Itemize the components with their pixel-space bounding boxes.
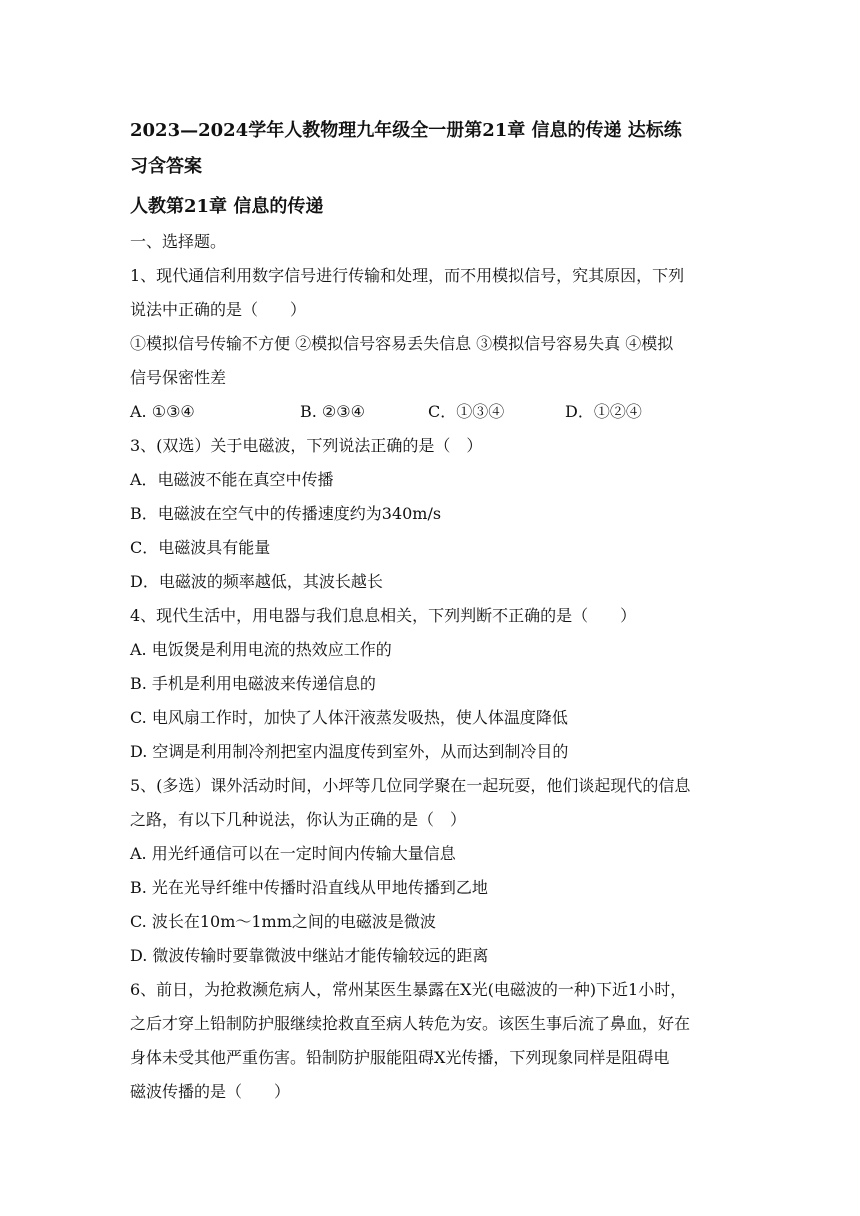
question-4 xyxy=(130,599,735,769)
question-1-stem-line-2: 说法中正确的是（ ） xyxy=(130,300,307,319)
chapter-subtitle: 人教第21章 信息的传递 xyxy=(130,196,324,217)
question-1-option-d: D．①②④ xyxy=(565,402,642,421)
question-3-option-a: A．电磁波不能在真空中传播 xyxy=(130,470,334,489)
document-content xyxy=(130,113,735,1109)
question-6-line-1: 6、前日，为抢救濒危病人，常州某医生暴露在X光(电磁波的一种)下近1小时， xyxy=(130,980,687,999)
question-5-option-d: D. 微波传输时要靠微波中继站才能传输较远的距离 xyxy=(130,946,489,965)
question-5-option-b: B. 光在光导纤维中传播时沿直线从甲地传播到乙地 xyxy=(130,878,488,897)
question-5-stem-line-1: 5、(多选）课外活动时间，小坪等几位同学聚在一起玩耍，他们谈起现代的信息 xyxy=(130,776,691,795)
question-5-option-a: A. 用光纤通信可以在一定时间内传输大量信息 xyxy=(130,844,456,863)
question-1-list-line-2: 信号保密性差 xyxy=(130,368,227,387)
question-5-stem-line-2: 之路，有以下几种说法，你认为正确的是（ ） xyxy=(130,810,467,829)
question-5 xyxy=(130,769,735,973)
section-heading: 一、选择题。 xyxy=(130,232,227,251)
question-4-option-a: A. 电饭煲是利用电流的热效应工作的 xyxy=(130,640,392,659)
question-6-line-2: 之后才穿上铅制防护服继续抢救直至病人转危为安。该医生事后流了鼻血，好在 xyxy=(130,1014,691,1033)
question-3-option-d: D．电磁波的频率越低，其波长越长 xyxy=(130,572,383,591)
question-1-list-line-1: ①模拟信号传输不方便 ②模拟信号容易丢失信息 ③模拟信号容易失真 ④模拟 xyxy=(130,334,674,353)
question-3 xyxy=(130,429,735,599)
question-6-line-4: 磁波传播的是（ ） xyxy=(130,1082,291,1101)
question-1-option-c: C．①③④ xyxy=(428,402,505,421)
question-6 xyxy=(130,973,735,1109)
question-4-option-d: D. 空调是利用制冷剂把室内温度传到室外，从而达到制冷目的 xyxy=(130,742,569,761)
question-3-option-c: C．电磁波具有能量 xyxy=(130,538,271,557)
document-title-line-2: 习含答案 xyxy=(130,156,202,177)
question-1-options xyxy=(130,395,735,429)
document-title-line-1: 2023—2024学年人教物理九年级全一册第21章 信息的传递 达标练 xyxy=(130,120,682,141)
question-6-line-3: 身体未受其他严重伤害。铅制防护服能阻碍X光传播，下列现象同样是阻碍电 xyxy=(130,1048,670,1067)
question-1 xyxy=(130,259,735,429)
question-5-option-c: C. 波长在10m～1mm之间的电磁波是微波 xyxy=(130,912,436,931)
question-1-option-a: A. ①③④ xyxy=(130,402,195,421)
question-4-stem: 4、现代生活中，用电器与我们息息相关，下列判断不正确的是（ ） xyxy=(130,606,637,625)
question-4-option-c: C. 电风扇工作时，加快了人体汗液蒸发吸热，使人体温度降低 xyxy=(130,708,568,727)
question-4-option-b: B. 手机是利用电磁波来传递信息的 xyxy=(130,674,376,693)
question-3-option-b: B．电磁波在空气中的传播速度约为340m/s xyxy=(130,504,442,523)
question-1-option-b: B. ②③④ xyxy=(300,402,365,421)
question-3-stem: 3、(双选）关于电磁波，下列说法正确的是（ ） xyxy=(130,436,483,455)
question-1-stem-line-1: 1、现代通信利用数字信号进行传输和处理，而不用模拟信号，究其原因，下列 xyxy=(130,266,685,285)
